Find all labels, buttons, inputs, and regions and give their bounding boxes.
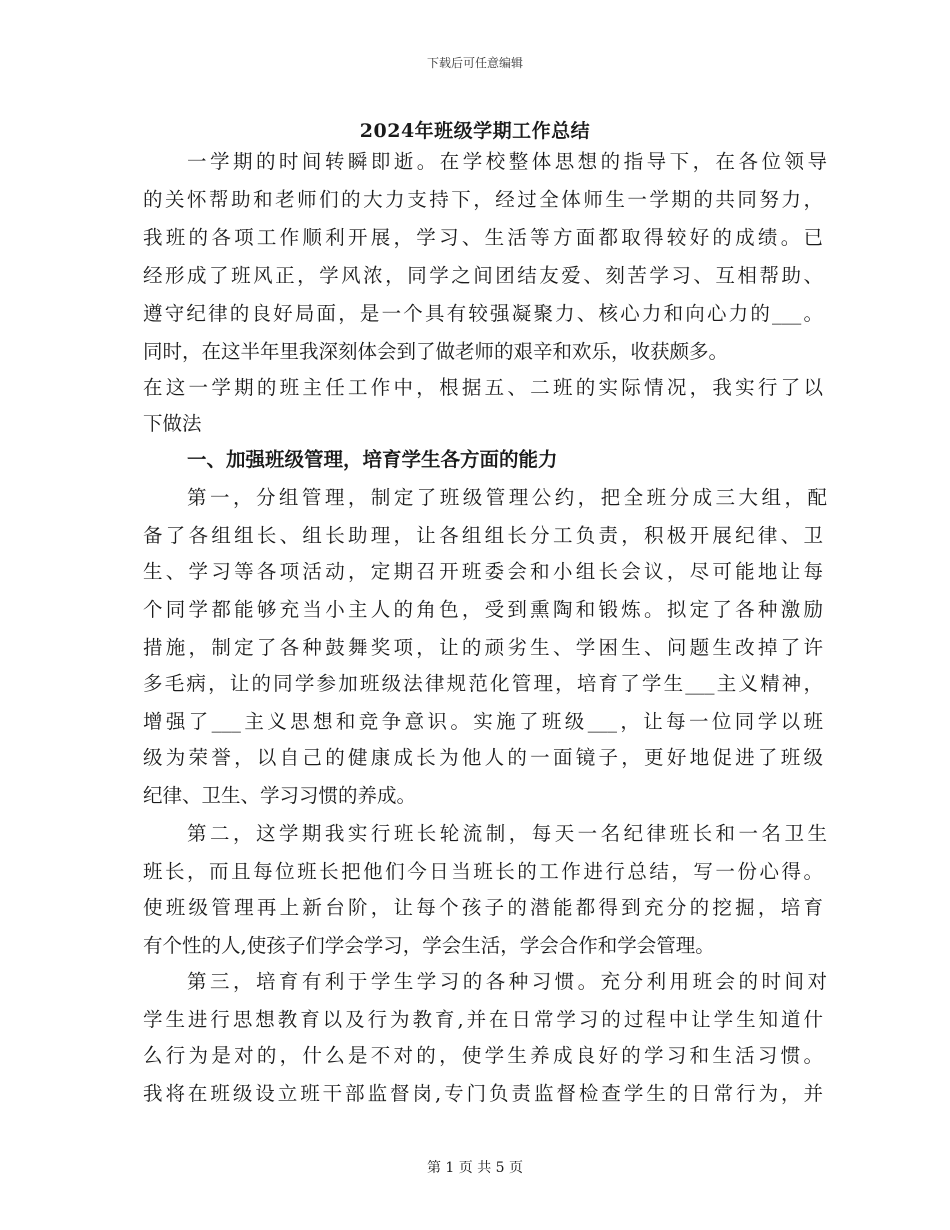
- text-line: 增强了___主义思想和竞争意识。实施了班级___，让每一位同学以班: [143, 710, 823, 733]
- text-line: 生、学习等各项活动，定期召开班委会和小组长会议，尽可能地让每: [143, 560, 823, 583]
- text-line: 第二，这学期我实行班长轮流制，每天一名纪律班长和一名卫生: [187, 822, 827, 845]
- text-line: 我班的各项工作顺利开展，学习、生活等方面都取得较好的成绩。已: [143, 226, 823, 249]
- text-line: 有个性的人,使孩子们学会学习，学会生活，学会合作和学会管理。: [143, 934, 715, 957]
- page-footer: 第 1 页 共 5 页: [426, 1160, 524, 1176]
- text-line: 遵守纪律的良好局面，是一个具有较强凝聚力、核心力和向心力的___。: [143, 302, 823, 325]
- header-note: 下载后可任意编辑: [426, 56, 523, 70]
- text-line: 么行为是对的，什么是不对的，使学生养成良好的学习和生活习惯。: [143, 1044, 823, 1067]
- text-line: 的关怀帮助和老师们的大力支持下，经过全体师生一学期的共同努力，: [143, 188, 823, 211]
- text-line: 一学期的时间转瞬即逝。在学校整体思想的指导下，在各位领导: [187, 150, 827, 173]
- text-line: 班长，而且每位班长把他们今日当班长的工作进行总结，写一份心得。: [143, 860, 823, 883]
- document-title: 2024年班级学期工作总结: [359, 120, 591, 142]
- text-line: 使班级管理再上新台阶，让每个孩子的潜能都得到充分的挖掘，培育: [143, 896, 823, 919]
- text-line: 个同学都能够充当小主人的角色，受到熏陶和锻炼。拟定了各种激励: [143, 598, 823, 621]
- text-line: 级为荣誉，以自己的健康成长为他人的一面镜子，更好地促进了班级: [143, 746, 823, 769]
- text-line: 经形成了班风正，学风浓，同学之间团结友爱、刻苦学习、互相帮助、: [143, 264, 823, 287]
- text-line: 措施，制定了各种鼓舞奖项，让的顽劣生、学困生、问题生改掉了许: [143, 636, 823, 659]
- text-line: 第一，分组管理，制定了班级管理公约，把全班分成三大组，配: [187, 486, 827, 509]
- text-line: 学生进行思想教育以及行为教育,并在日常学习的过程中让学生知道什: [143, 1008, 823, 1031]
- text-line: 纪律、卫生、学习习惯的养成。: [143, 784, 417, 807]
- text-line: 同时，在这半年里我深刻体会到了做老师的艰辛和欢乐，收获颇多。: [143, 340, 729, 363]
- section-heading: 一、加强班级管理，培育学生各方面的能力: [187, 448, 558, 471]
- text-line: 下做法: [143, 412, 202, 435]
- text-line: 我将在班级设立班干部监督岗,专门负责监督检查学生的日常行为，并: [143, 1082, 823, 1105]
- text-line: 在这一学期的班主任工作中，根据五、二班的实际情况，我实行了以: [143, 376, 823, 399]
- text-line: 第三，培育有利于学生学习的各种习惯。充分利用班会的时间对: [187, 970, 827, 993]
- text-line: 备了各组组长、组长助理，让各组组长分工负责，积极开展纪律、卫: [143, 524, 823, 547]
- text-line: 多毛病，让的同学参加班级法律规范化管理，培育了学生___主义精神，: [143, 672, 823, 695]
